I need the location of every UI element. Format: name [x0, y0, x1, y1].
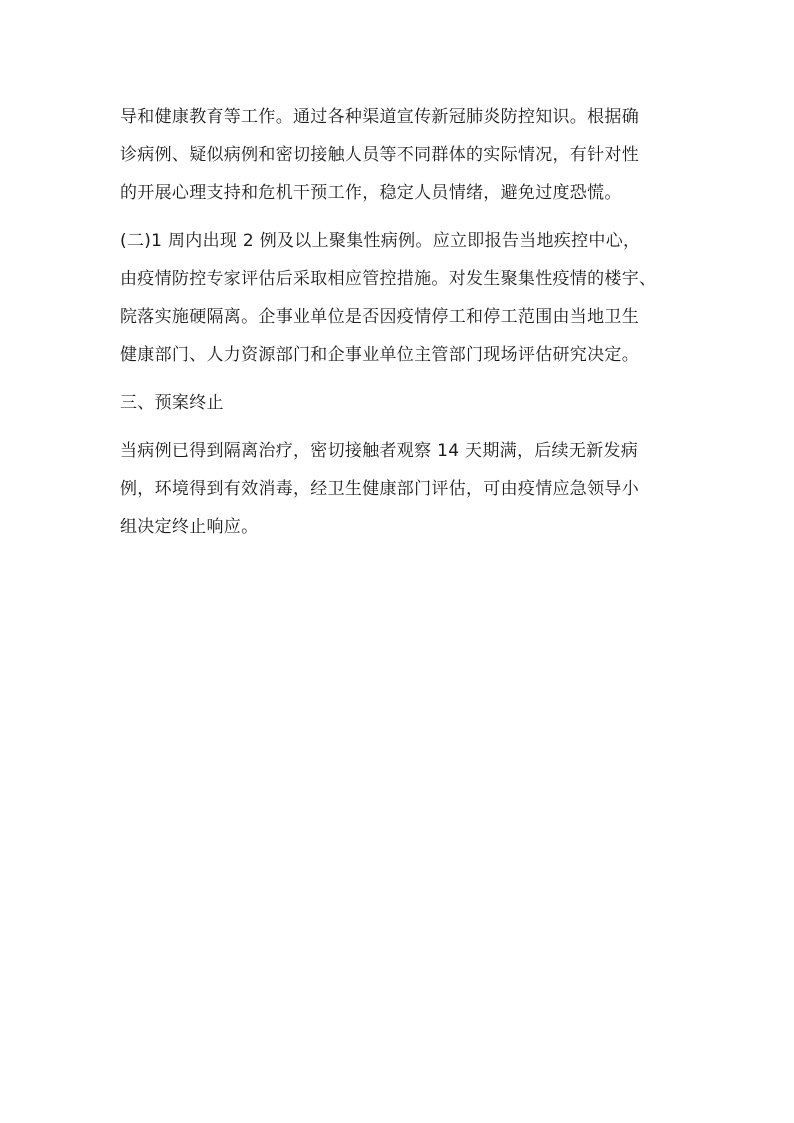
- paragraph-health-education: [120, 98, 680, 212]
- text-line: 院落实施硬隔离。企事业单位是否因疫情停工和停工范围由当地卫生: [120, 307, 639, 327]
- paragraph-termination: [120, 432, 680, 546]
- text-line: 当病例已得到隔离治疗，密切接触者观察 14 天期满，后续无新发病: [120, 441, 639, 461]
- section-heading: 三、预案终止: [120, 393, 224, 413]
- document-body: [120, 98, 680, 546]
- paragraph-cluster-cases: [120, 222, 680, 374]
- text-line: 导和健康教育等工作。通过各种渠道宣传新冠肺炎防控知识。根据确: [120, 107, 639, 127]
- paragraph-spacer: [120, 422, 680, 432]
- text-line: 组决定终止响应。: [120, 517, 259, 537]
- text-line: 的开展心理支持和危机干预工作，稳定人员情绪，避免过度恐慌。: [120, 183, 622, 203]
- paragraph-spacer: [120, 374, 680, 384]
- text-line: 例，环境得到有效消毒，经卫生健康部门评估，可由疫情应急领导小: [120, 479, 639, 499]
- paragraph-spacer: [120, 212, 680, 222]
- text-line: 诊病例、疑似病例和密切接触人员等不同群体的实际情况，有针对性: [120, 145, 639, 165]
- text-line: 健康部门、人力资源部门和企事业单位主管部门现场评估研究决定。: [120, 345, 639, 365]
- text-line: (二)1 周内出现 2 例及以上聚集性病例。应立即报告当地疾控中心，: [120, 231, 641, 251]
- text-line: 由疫情防控专家评估后采取相应管控措施。对发生聚集性疫情的楼宇、: [120, 269, 657, 289]
